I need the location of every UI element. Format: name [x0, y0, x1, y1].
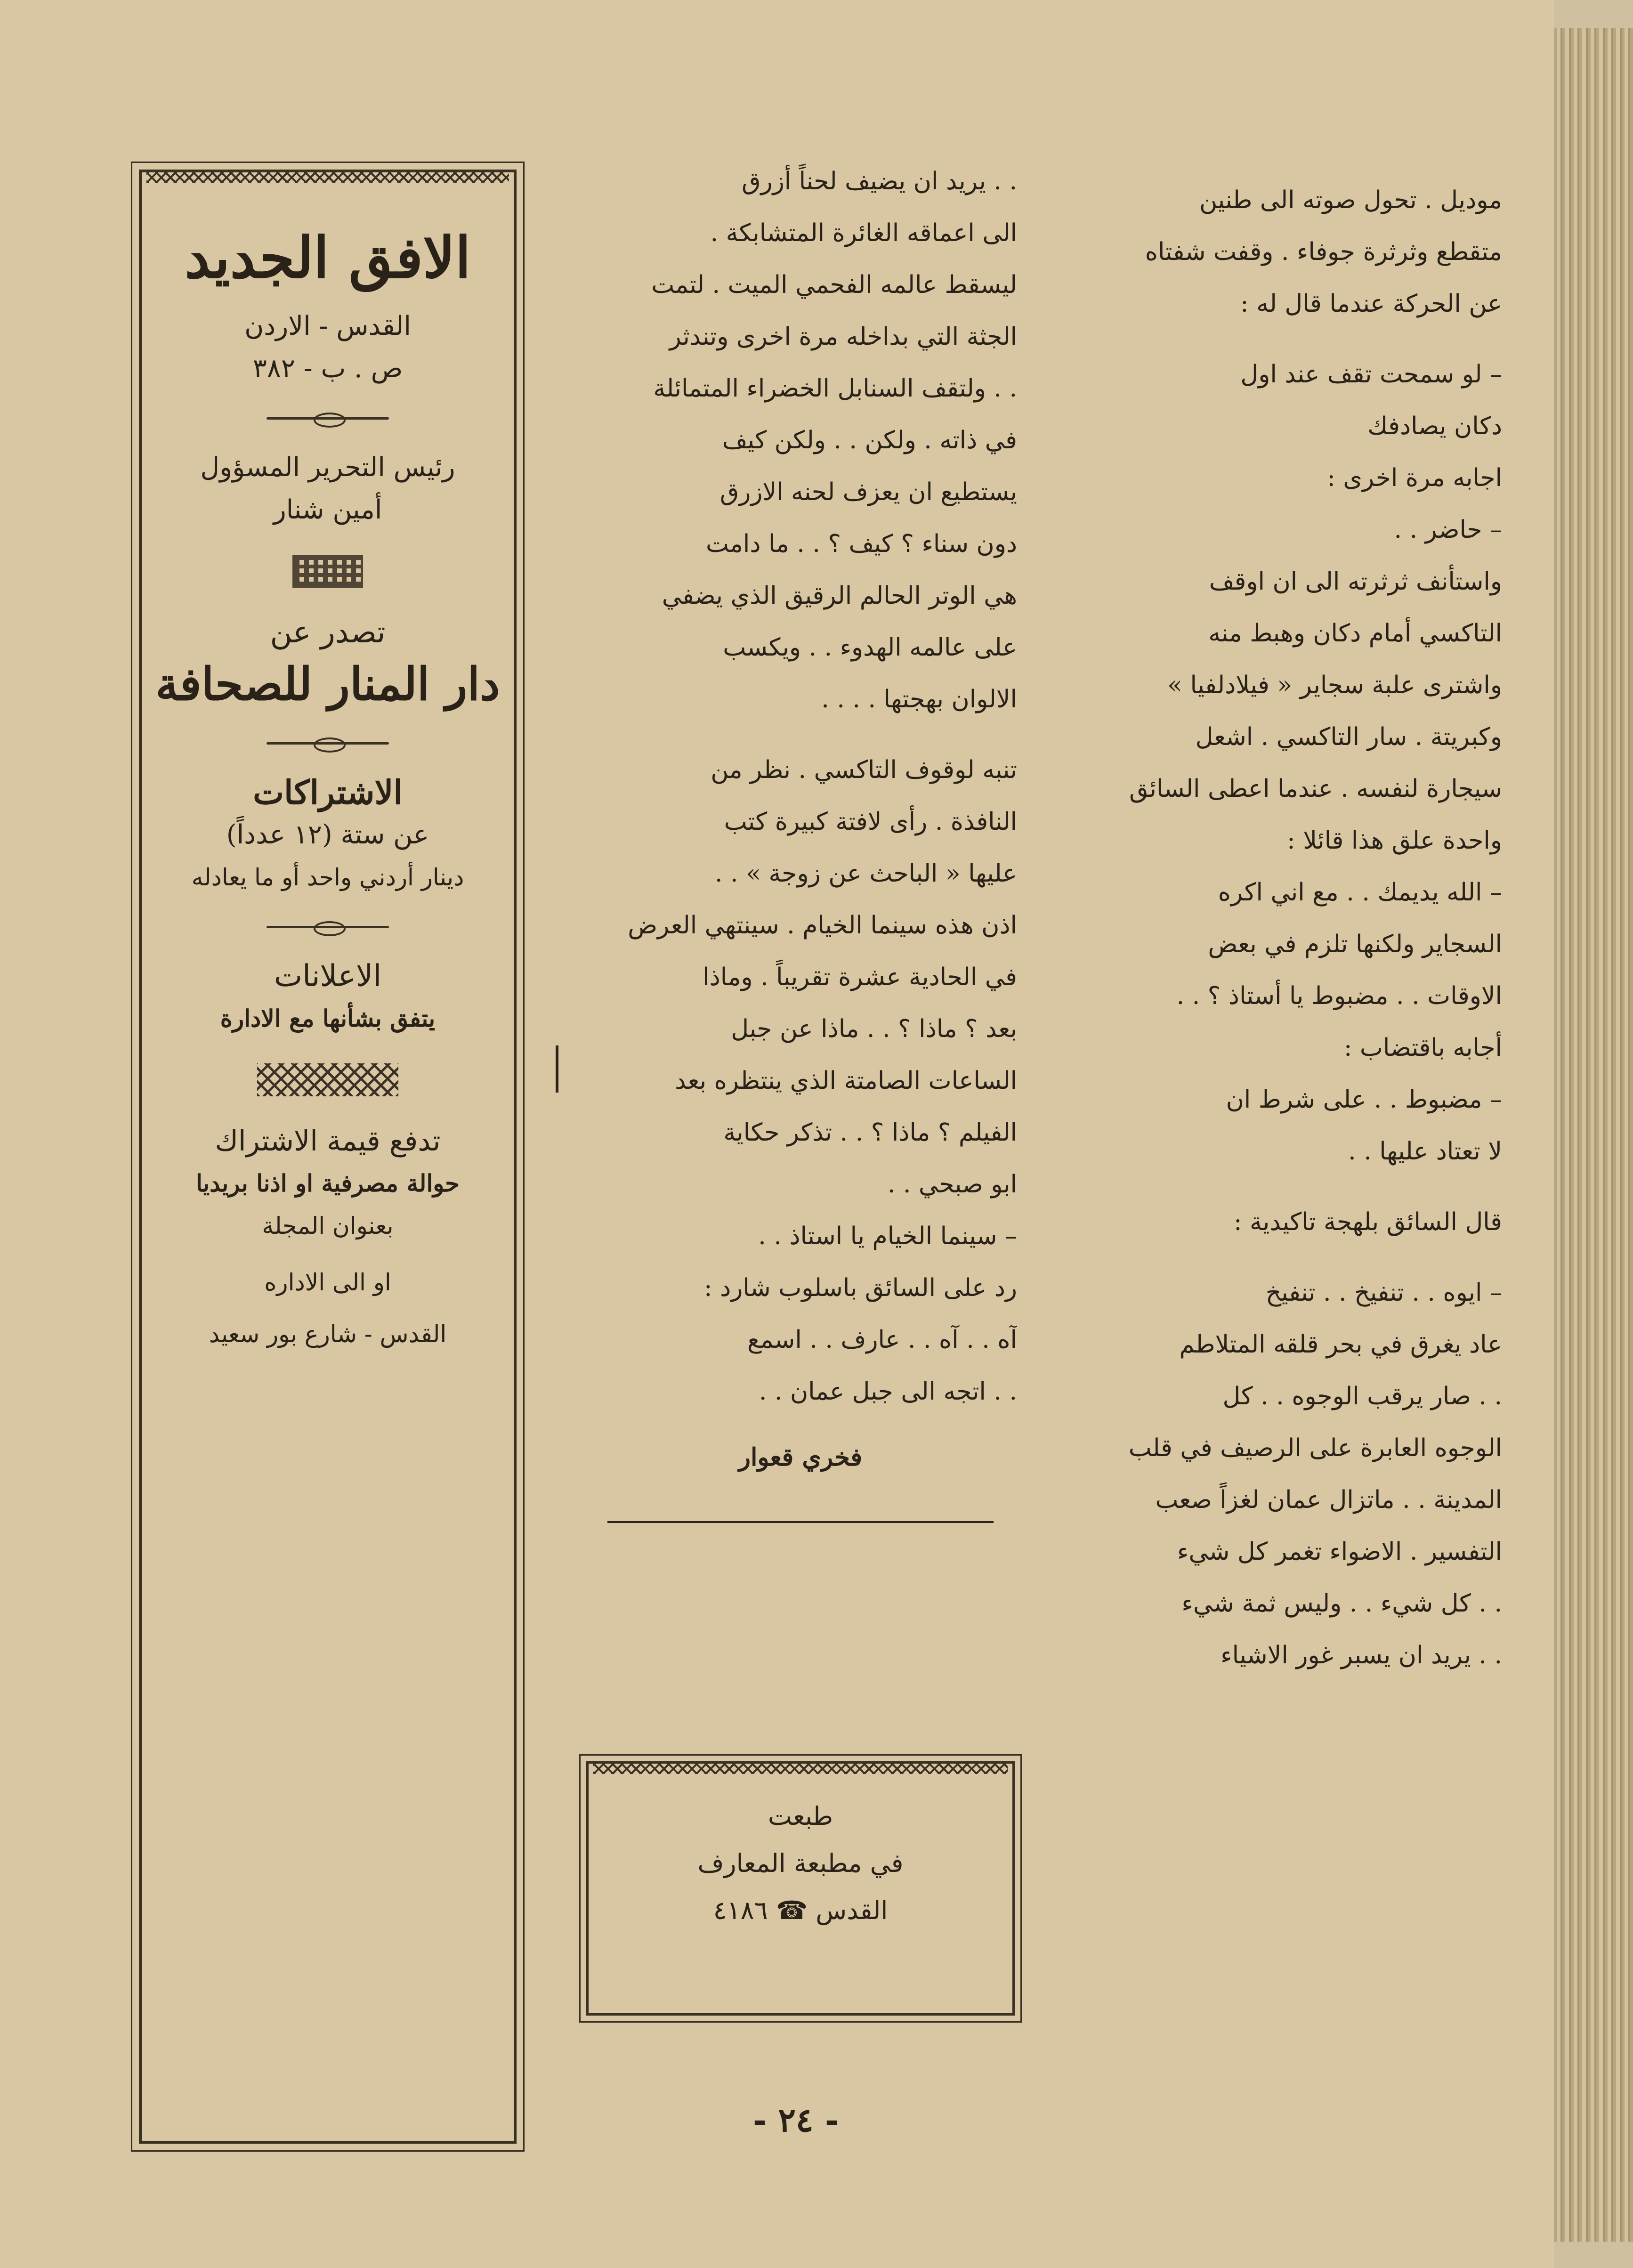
text-line: الاوقات . . مضبوط يا أستاذ ؟ . . [1176, 982, 1502, 1010]
text-line: عاد يغرق في بحر قلقه المتلاطم [1179, 1330, 1502, 1359]
text-line: ابو صبحي . . [887, 1170, 1017, 1199]
payment-heading: تدفع قيمة الاشتراك [215, 1125, 441, 1158]
ornament-divider [267, 734, 389, 753]
text-line: الفيلم ؟ ماذا ؟ . . تذكر حكاية [723, 1118, 1017, 1147]
text-line: الى اعماقه الغائرة المتشابكة . [710, 219, 1017, 247]
subscriptions-heading: الاشتراكات [253, 773, 403, 812]
subscriptions-period: عن ستة (١٢ عدداً) [226, 819, 429, 850]
text-line [1055, 330, 1502, 348]
text-line: . . يريد ان يسبر غور الاشياء [1221, 1641, 1502, 1669]
text-line: متقطع وثرثرة جوفاء . وقفت شفتاه [1145, 238, 1502, 266]
text-line: عن الحركة عندما قال له : [1240, 290, 1502, 318]
top-zigzag-border [146, 172, 509, 183]
ornament-divider [267, 917, 389, 936]
column-mark [556, 1045, 558, 1093]
page-number: - ٢٤ - [752, 2100, 839, 2139]
magazine-location: القدس - الاردن [244, 311, 411, 341]
text-line: أجابه باقتضاب : [1343, 1034, 1502, 1062]
text-line: . . ولتقف السنابل الخضراء المتمائلة [653, 374, 1017, 403]
text-line: المدينة . . ماتزال عمان لغزاً صعب [1155, 1486, 1502, 1514]
text-line: على عالمه الهدوء . . ويكسب [723, 633, 1017, 662]
text-line: في ذاته . ولكن . . ولكن كيف [722, 426, 1017, 454]
payment-method: حوالة مصرفية او اذنا بريديا [196, 1169, 460, 1197]
text-line: هي الوتر الحالم الرقيق الذي يضفي [662, 582, 1017, 610]
publisher-name: دار المنار للصحافة [155, 657, 500, 711]
printed-label: طبعت [768, 1801, 833, 1831]
ads-text: يتفق بشأنها مع الادارة [220, 1004, 436, 1032]
text-line: اجابه مرة اخرى : [1327, 464, 1502, 492]
text-line: سيجارة لنفسه . عندما اعطى السائق [1129, 775, 1502, 803]
text-line: النافذة . رأى لافتة كبيرة كتب [724, 808, 1017, 836]
ads-heading: الاعلانات [274, 959, 382, 994]
text-line: الجثة التي بداخله مرة اخرى وتندثر [669, 323, 1017, 351]
text-line: في الحادية عشرة تقريباً . وماذا [703, 963, 1017, 991]
text-line: ليسقط عالمه الفحمي الميت . لتمت [651, 271, 1017, 299]
text-line: السجاير ولكنها تلزم في بعض [1208, 930, 1502, 958]
text-line: – مضبوط . . على شرط ان [1226, 1085, 1502, 1114]
text-line: – سينما الخيام يا استاذ . . [758, 1222, 1017, 1250]
text-line: موديل . تحول صوته الى طنين [1199, 186, 1502, 214]
text-line: دون سناء ؟ كيف ؟ . . ما دامت [706, 530, 1017, 558]
text-line: الساعات الصامتة الذي ينتظره بعد [675, 1067, 1017, 1095]
text-line: قال السائق بلهجة تاكيدية : [1234, 1208, 1502, 1236]
text-line: آه . . آه . . عارف . . اسمع [747, 1326, 1017, 1354]
text-line: واشترى علبة سجاير « فيلادلفيا » [1167, 671, 1502, 699]
text-line: رد على السائق باسلوب شارد : [704, 1274, 1017, 1302]
payment-alt: او الى الاداره [264, 1269, 391, 1296]
text-line: واحدة علق هذا قائلا : [1287, 826, 1502, 855]
printer-box [586, 1761, 1015, 2016]
press-name: في مطبعة المعارف [697, 1848, 904, 1878]
publisher-prefix: تصدر عن [270, 615, 386, 650]
ornament-divider [267, 409, 389, 428]
text-line: واستأنف ثرثرته الى ان اوقف [1209, 567, 1502, 596]
end-rule [607, 1521, 994, 1523]
text-line: تنبه لوقوف التاكسي . نظر من [711, 756, 1017, 784]
author-signature: فخري قعوار [738, 1443, 863, 1472]
text-line [584, 725, 1017, 744]
text-line: – حاضر . . [1394, 516, 1502, 544]
article-column-middle [584, 155, 1017, 1523]
text-line: . . كل شيء . . وليس ثمة شيء [1181, 1589, 1502, 1618]
text-line: – لو سمحت تقف عند اول [1240, 360, 1502, 389]
text-line: دكان يصادفك [1367, 412, 1502, 440]
text-line: – ايوه . . تنفيخ . . تنفيخ [1265, 1279, 1502, 1307]
editor-label: رئيس التحرير المسؤول [200, 452, 455, 483]
magazine-pobox: ص . ب - ٣٨٢ [252, 353, 403, 384]
text-line: . . صار يرقب الوجوه . . كل [1222, 1382, 1502, 1410]
ornament-diamonds [257, 1063, 398, 1096]
payment-address: بعنوان المجلة [262, 1212, 394, 1239]
subscriptions-price: دينار أردني واحد أو ما يعادله [191, 864, 464, 891]
press-phone: القدس ☎ ٤١٨٦ [713, 1895, 888, 1925]
text-line: . . اتجه الى جبل عمان . . [759, 1377, 1017, 1406]
text-line: – الله يديمك . . مع اني اكره [1218, 878, 1502, 907]
magazine-title: الافق الجديد [185, 225, 471, 291]
text-line: وكبريتة . سار التاكسي . اشعل [1195, 723, 1502, 751]
printer-zigzag-border [593, 1764, 1008, 1774]
text-line: التفسير . الاضواء تغمر كل شيء [1177, 1538, 1502, 1566]
ornament-block [292, 555, 363, 588]
text-line: . . يريد ان يضيف لحناً أزرق [742, 167, 1017, 195]
text-line: التاكسي أمام دكان وهبط منه [1208, 619, 1502, 648]
text-line: الوجوه العابرة على الرصيف في قلب [1128, 1434, 1502, 1462]
text-line [1055, 1177, 1502, 1196]
text-line: اذن هذه سينما الخيام . سينتهي العرض [628, 911, 1017, 940]
text-line: لا تعتاد عليها . . [1348, 1137, 1502, 1166]
article-column-right [1055, 174, 1502, 1681]
editor-name: أمين شنار [273, 494, 382, 525]
page-stack-edge [1554, 28, 1633, 2242]
text-line: بعد ؟ ماذا ؟ . . ماذا عن جبل [731, 1015, 1017, 1043]
text-line: عليها « الباحث عن زوجة » . . [714, 859, 1017, 888]
text-line [1055, 1248, 1502, 1267]
text-line: يستطيع ان يعزف لحنه الازرق [719, 478, 1017, 506]
masthead-box [139, 170, 517, 2144]
text-line: الالوان بهجتها . . . . [821, 685, 1017, 713]
street-address: القدس - شارع بور سعيد [209, 1320, 447, 1348]
